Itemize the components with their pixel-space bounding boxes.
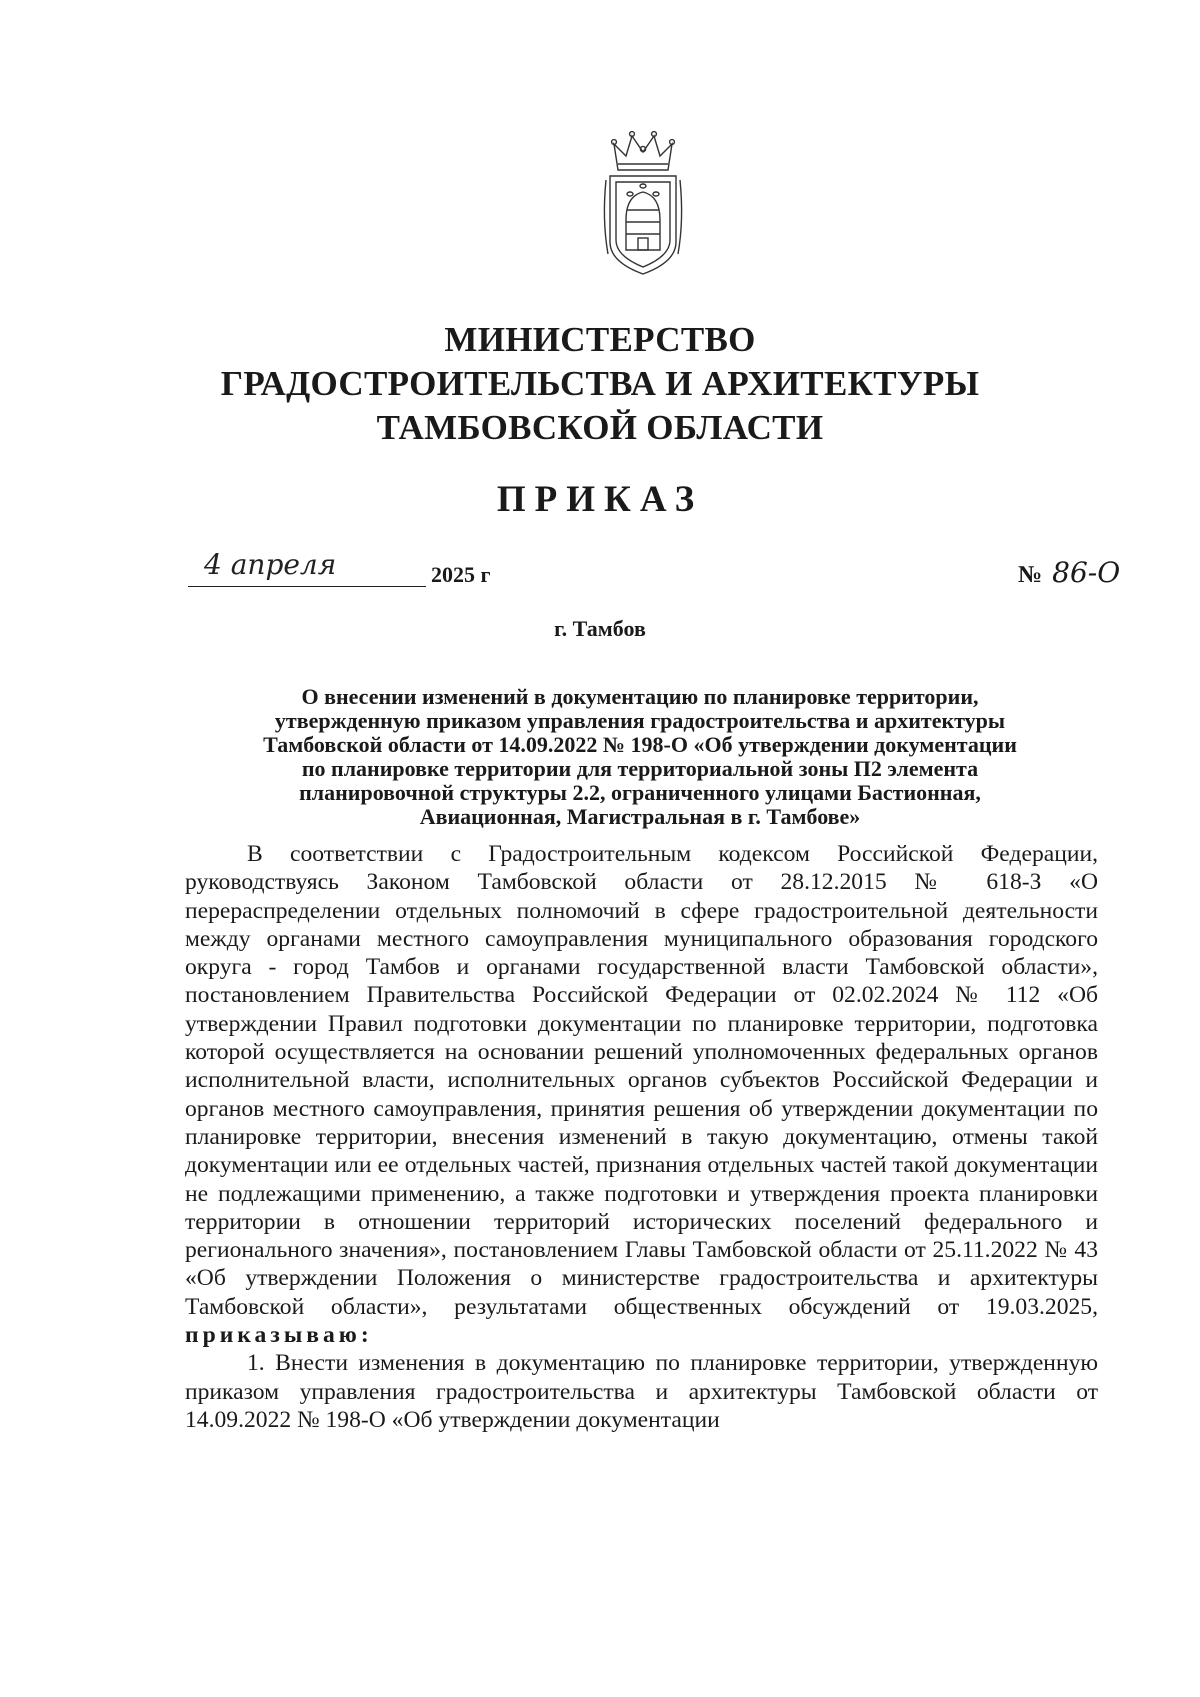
order-subject	[170, 685, 1110, 829]
order-body	[185, 840, 1098, 1434]
item-1-paragraph: 1. Внести изменения в документацию по планировке территории, утвержденную приказом управления градостроительства и архитектуры Тамбовской области от 14.09.2022 № 198-О «Об утверждении документации	[185, 1350, 1098, 1433]
number-sign: №	[1018, 562, 1043, 588]
preamble-paragraph	[185, 840, 1098, 1349]
date-year: 2025 г	[431, 562, 491, 587]
subject-line: О внесении изменений в документацию по планировке территории,	[301, 684, 979, 709]
subject-line: по планировке территории для территориальной зоны П2 элемента	[301, 756, 979, 781]
order-number	[1018, 556, 1120, 589]
subject-line: Авиационная, Магистральная в г. Тамбове»	[419, 804, 861, 829]
subject-line: планировочной структуры 2.2, ограниченного улицами Бастионная,	[299, 780, 981, 805]
subject-line: утвержденную приказом управления градостроительства и архитектуры	[274, 708, 1006, 733]
city: г. Тамбов	[554, 616, 646, 641]
document-type-title: ПРИКАЗ	[496, 479, 704, 520]
tambov-coat-of-arms-icon	[600, 130, 686, 278]
ministry-line-2: ГРАДОСТРОИТЕЛЬСТВА И АРХИТЕКТУРЫ	[220, 364, 980, 403]
order-word: приказываю:	[185, 1322, 373, 1349]
subject-line: Тамбовской области от 14.09.2022 № 198-О «Об утверждении документации	[263, 732, 1017, 757]
preamble-text: В соответствии с Градостроительным кодексом Российской Федерации, руководствуясь Законом Тамбовской области от 28.12.2015 № 618-З «О перераспределении отдельных полномочий в сфере градостроительной деятельности между органами местного самоуправления муниципального образования городского округа - город Тамбов и органами государственной власти Тамбовской области», постановлением Правительства Российской Федерации от 02.02.2024 № 112 «Об утверждении Правил подготовки документации по планировке территории, подготовка которой осуществляется на основании решений уполномоченных федеральных органов исполнительной власти, исполнительных органов субъектов Российской Федерации и органов местного самоуправления, принятия решения об утверждении документации по планировке территории, внесения изменений в такую документацию, отмены такой документации или ее отдельных частей, признания отдельных частей такой документации не подлежащими применению, а также подготовки и утверждения проекта планировки территории в отношении территорий исторических поселений федерального и регионального значения», постановлением Главы Тамбовской области от 25.11.2022 № 43 «Об утверждении Положения о министерстве градостроительства и архитектуры Тамбовской области», результатами общественных обсуждений от 19.03.2025,	[185, 841, 1098, 1320]
date-underline	[188, 586, 426, 587]
date-handwritten: 4 апреля	[204, 548, 337, 581]
ministry-line-1: МИНИСТЕРСТВО	[444, 320, 756, 359]
order-date	[188, 548, 508, 588]
ministry-name	[0, 318, 1200, 450]
ministry-line-3: ТАМБОВСКОЙ ОБЛАСТИ	[376, 408, 824, 447]
number-handwritten: 86-О	[1052, 556, 1121, 589]
